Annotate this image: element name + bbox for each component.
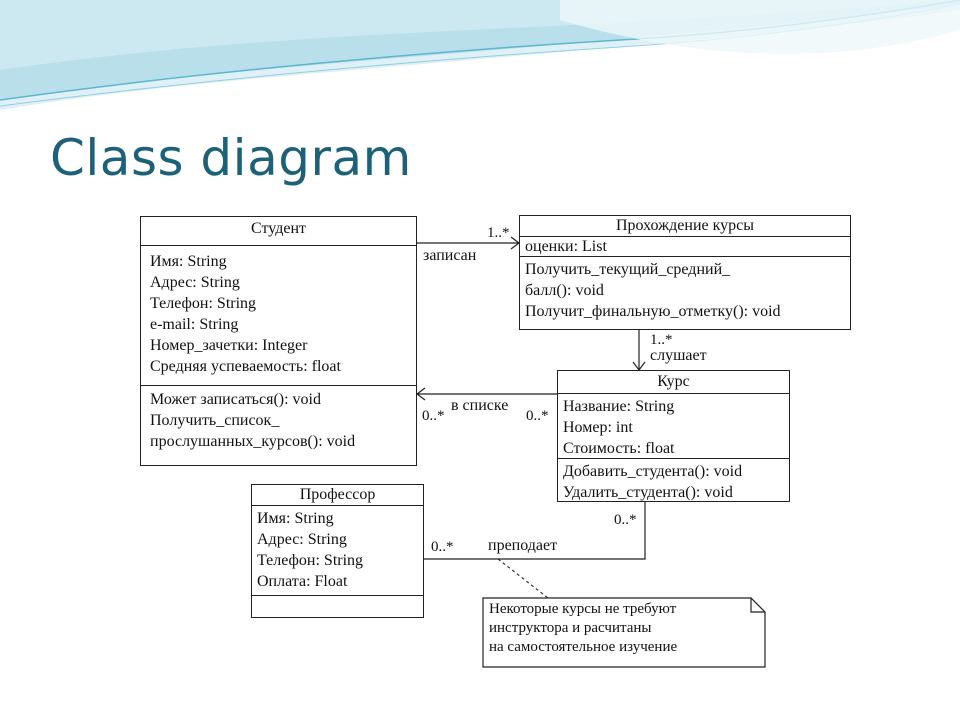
class-student-attributes — [141, 245, 416, 385]
attribute: Средняя успеваемость: float — [150, 358, 341, 375]
class-course-pass-name: Прохождение курсы — [615, 217, 755, 234]
class-course-operations — [558, 458, 789, 505]
attribute: Адрес: String — [150, 274, 240, 291]
class-professor-name: Профессор — [299, 486, 376, 503]
class-professor — [251, 484, 424, 618]
class-student — [140, 216, 417, 466]
attribute: e-mail: String — [150, 316, 239, 333]
attribute: Номер_зачетки: Integer — [150, 337, 308, 354]
multiplicity-enrolled: 1..* — [487, 225, 510, 241]
class-course-pass-operations — [520, 256, 850, 324]
operation: Получить_текущий_средний_ — [525, 261, 731, 278]
uml-class-diagram — [133, 208, 860, 680]
multiplicity-in-list-course: 0..* — [526, 408, 549, 424]
note-line: Некоторые курсы не требуют — [489, 601, 677, 617]
note-line: на самостоятельное изучение — [489, 639, 678, 655]
association-label-enrolled: записан — [423, 247, 477, 264]
attribute: Оплата: Float — [257, 573, 348, 590]
association-label-teaches: преподает — [488, 537, 558, 554]
association-label-listens: слушает — [650, 347, 707, 364]
header-wave-decoration — [0, 0, 960, 120]
attribute: Номер: int — [563, 419, 633, 436]
multiplicity-listens: 1..* — [650, 332, 673, 348]
attribute: Телефон: String — [257, 552, 364, 569]
multiplicity-teaches-course: 0..* — [614, 512, 637, 528]
class-professor-attributes — [252, 505, 423, 595]
operation: Может записаться(): void — [150, 391, 321, 408]
attribute: Телефон: String — [150, 295, 257, 312]
note-line: инструктора и расчитаны — [489, 620, 652, 636]
operation: прослушанных_курсов(): void — [150, 433, 356, 450]
attribute: Имя: String — [150, 253, 227, 270]
attribute: Имя: String — [257, 510, 334, 527]
operation: Удалить_студента(): void — [563, 484, 733, 501]
class-course-attributes — [558, 393, 789, 458]
class-course-pass — [519, 215, 851, 330]
association-label-in-list: в списке — [451, 397, 509, 414]
class-course — [557, 370, 790, 502]
slide-title: Class diagram — [50, 129, 412, 187]
attribute: Название: String — [563, 398, 675, 415]
multiplicity-teaches-professor: 0..* — [431, 539, 454, 555]
attribute: Стоимость: float — [563, 440, 675, 457]
operation: балл(): void — [525, 282, 604, 299]
attribute: оценки: List — [525, 238, 607, 255]
class-course-name: Курс — [657, 373, 690, 390]
class-course-pass-attributes — [520, 236, 850, 256]
operation: Получит_финальную_отметку(): void — [525, 303, 781, 320]
note-anchor-line — [498, 559, 548, 598]
class-student-operations — [141, 385, 416, 454]
diagram-note — [489, 600, 677, 657]
multiplicity-in-list-student: 0..* — [422, 408, 445, 424]
class-student-name: Студент — [250, 220, 307, 237]
operation: Получить_список_ — [150, 412, 280, 429]
class-professor-operations — [252, 595, 423, 614]
operation: Добавить_студента(): void — [563, 463, 743, 480]
attribute: Адрес: String — [257, 531, 347, 548]
